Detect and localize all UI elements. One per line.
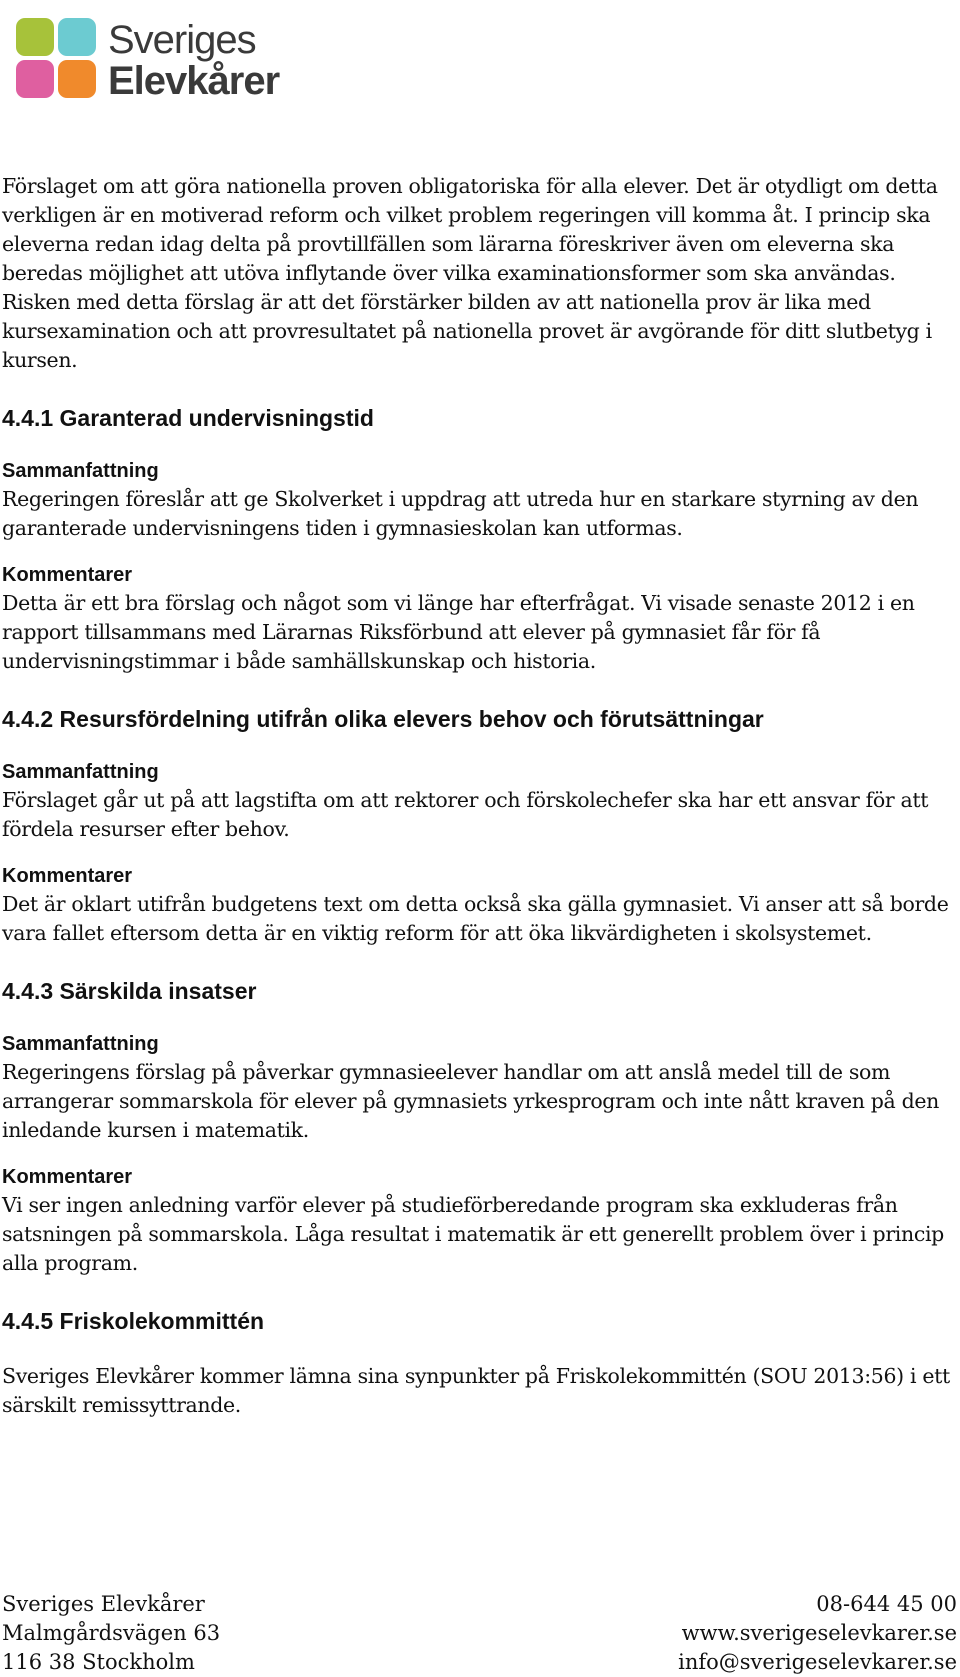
logo-square-pink [16, 60, 54, 98]
footer-street: Malmgårdsvägen 63 [2, 1621, 221, 1645]
section-heading-4-4-2: 4.4.2 Resursfördelning utifrån olika elevers behov och förutsättningar [2, 706, 764, 732]
summary-label: Sammanfattning [2, 761, 159, 783]
footer-org-name: Sveriges Elevkårer [2, 1592, 205, 1616]
footer-phone: 08-644 45 00 [816, 1592, 957, 1616]
logo-line-2: Elevkårer [108, 59, 280, 103]
comment-text: Detta är ett bra förslag och något som vi länge har efterfrågat. Vi visade senaste 2012 i en rapport tillsammans med Lärarnas Riksförbund att elever på gymnasiet får för få undervisningstimmar i både samhällskunskap och historia. [2, 591, 915, 673]
summary-text: Förslaget går ut på att lagstifta om att rektorer och förskolechefer ska har ett ansvar för att fördela resurser efter behov. [2, 788, 929, 841]
summary-text: Regeringen föreslår att ge Skolverket i uppdrag att utreda hur en starkare styrning av den garanterade undervisningens tiden i gymnasieskolan kan utformas. [2, 487, 919, 540]
footer-contact [678, 1590, 957, 1677]
footer-website-link[interactable]: www.sverigeselevkarer.se [681, 1621, 957, 1645]
footer-city: 116 38 Stockholm [2, 1650, 195, 1674]
section-heading-4-4-1: 4.4.1 Garanterad undervisningstid [2, 405, 374, 431]
section-heading-4-4-5: 4.4.5 Friskolekommittén [2, 1308, 265, 1334]
logo-square-teal [58, 18, 96, 56]
sveriges-elevkarer-logo [16, 14, 306, 106]
logo-square-orange [58, 60, 96, 98]
summary-label: Sammanfattning [2, 1033, 159, 1055]
summary-label: Sammanfattning [2, 460, 159, 482]
footer-email-link[interactable]: info@sverigeselevkarer.se [678, 1650, 957, 1674]
intro-paragraph: Förslaget om att göra nationella proven obligatoriska för alla elever. Det är otydligt om detta verkligen är en motiverad reform och vilket problem regeringen vill komma åt. I princip ska eleverna redan idag delta på provtillfällen som lärarna föreskriver även om eleverna ska beredas möjlighet att utöva inflytande över vilka examinationsformer som ska användas. Risken med detta förslag är att det förstärker bilden av att nationella prov är lika med kursexamination och att provresultatet på nationella provet är avgörande för ditt slutbetyg i kursen. [2, 174, 938, 372]
comment-text: Vi ser ingen anledning varför elever på studieförberedande program ska exkluderas från satsningen på sommarskola. Låga resultat i matematik är ett generellt problem över i princip alla program. [2, 1193, 944, 1275]
comment-text: Det är oklart utifrån budgetens text om detta också ska gälla gymnasiet. Vi anser att så borde vara fallet eftersom detta är en viktig reform för att öka likvärdigheten i skolsystemet. [2, 892, 949, 945]
section-heading-4-4-3: 4.4.3 Särskilda insatser [2, 978, 257, 1004]
summary-text: Regeringens förslag på påverkar gymnasieelever handlar om att anslå medel till de som arrangerar sommarskola för elever på gymnasiets yrkesprogram och inte nått kraven på den inledande kursen i matematik. [2, 1060, 940, 1142]
logo-square-green [16, 18, 54, 56]
document-body [2, 172, 958, 1420]
comment-label: Kommentarer [2, 564, 133, 586]
logo-wordmark [108, 20, 279, 102]
logo-line-1: Sveriges [108, 18, 256, 62]
friskolekommitten-paragraph: Sveriges Elevkårer kommer lämna sina synpunkter på Friskolekommittén (SOU 2013:56) i ett särskilt remissyttrande. [2, 1364, 950, 1417]
footer-address [2, 1590, 220, 1677]
comment-label: Kommentarer [2, 865, 133, 887]
comment-label: Kommentarer [2, 1166, 133, 1188]
